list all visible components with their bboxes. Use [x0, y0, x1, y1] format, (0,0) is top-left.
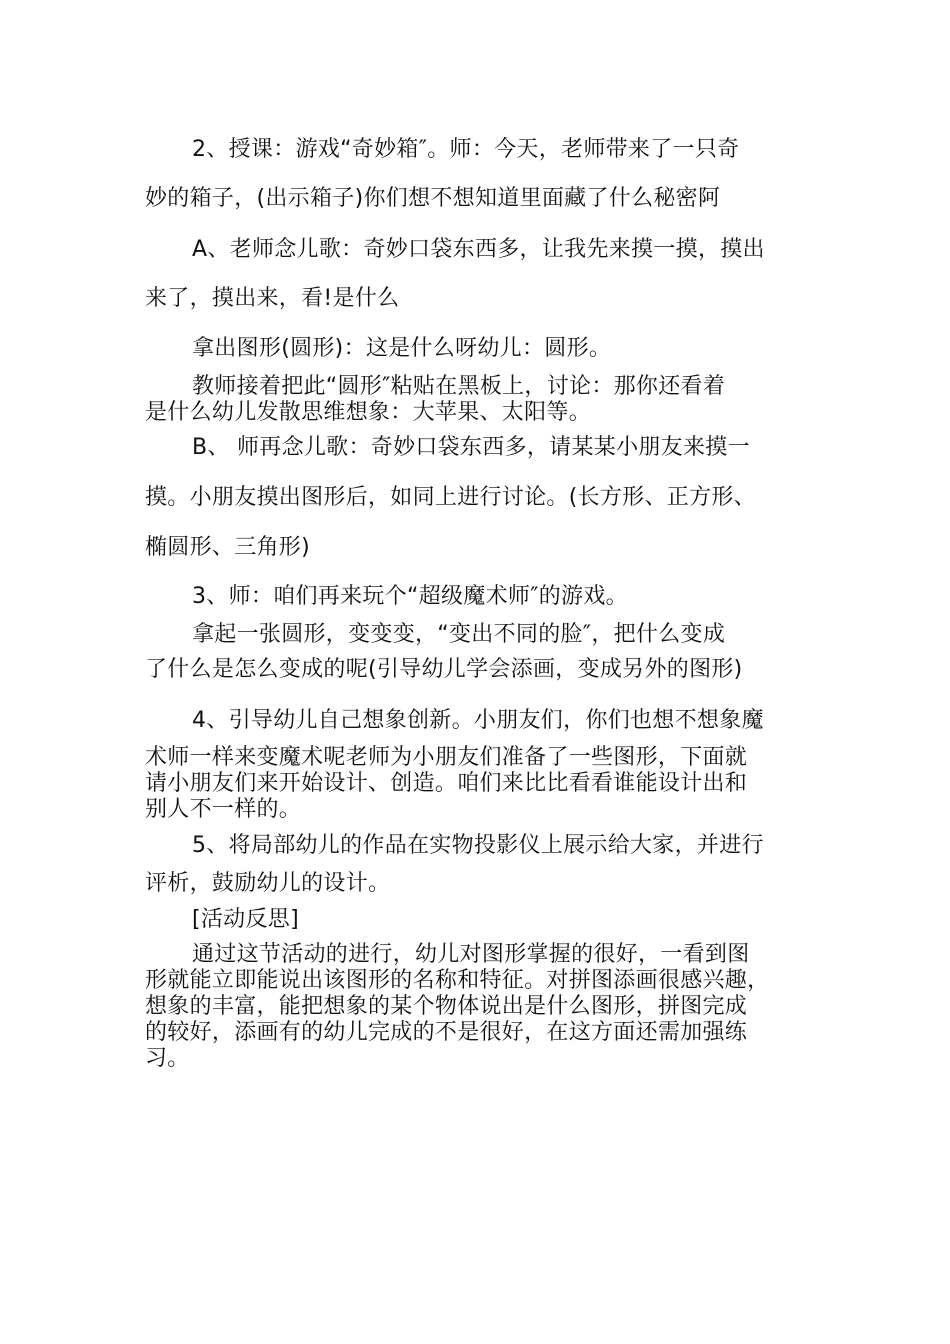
text-line: 通过这节活动的进行，幼儿对图形掌握的很好，一看到图: [192, 942, 750, 967]
text-line: 请小朋友们来开始设计、创造。咱们来比比看看谁能设计出和: [145, 771, 748, 796]
text-line: 评析，鼓励幼儿的设计。: [145, 871, 391, 896]
text-line: 2、授课：游戏“奇妙箱″。师：今天，老师带来了一只奇: [192, 137, 740, 162]
text-line: 别人不一样的。: [145, 797, 302, 822]
text-line: 来了，摸出来，看!是什么: [145, 286, 400, 311]
text-line: 拿出图形(圆形)：这是什么呀幼儿：圆形。: [192, 336, 612, 361]
text-line: 的较好，添画有的幼儿完成的不是很好，在这方面还需加强练: [145, 1020, 748, 1045]
text-line: 教师接着把此“圆形″粘贴在黑板上，讨论：那你还看着: [192, 374, 726, 399]
text-line: 5、将局部幼儿的作品在实物投影仪上展示给大家，并进行: [192, 833, 764, 858]
text-line: 了什么是怎么变成的呢(引导幼儿学会添画，变成另外的图形): [145, 657, 743, 682]
text-line: A、老师念儿歌：奇妙口袋东西多，让我先来摸一摸，摸出: [192, 237, 765, 262]
text-line: 形就能立即能说出该图形的名称和特征。对拼图添画很感兴趣，: [145, 968, 770, 993]
text-line: B、 师再念儿歌：奇妙口袋东西多，请某某小朋友来摸一: [192, 435, 750, 460]
text-line: 是什么幼儿发散思维想象：大苹果、太阳等。: [145, 400, 592, 425]
text-line: 妙的箱子，(出示箱子)你们想不想知道里面藏了什么秘密阿: [145, 186, 721, 211]
text-line: 术师一样来变魔术呢老师为小朋友们准备了一些图形，下面就: [145, 745, 748, 770]
text-line: 3、师：咱们再来玩个“超级魔术师″的游戏。: [192, 584, 628, 609]
text-line: 椭圆形、三角形): [145, 535, 310, 560]
section-heading: [活动反思]: [192, 907, 299, 932]
text-line: 想象的丰富，能把想象的某个物体说出是什么图形，拼图完成: [145, 994, 748, 1019]
text-line: 4、引导幼儿自己想象创新。小朋友们，你们也想不想象魔: [192, 708, 764, 733]
text-line: 摸。小朋友摸出图形后，如同上进行讨论。(长方形、正方形、: [145, 485, 756, 510]
text-line: 习。: [145, 1046, 190, 1071]
text-line: 拿起一张圆形，变变变，“变出不同的脸″，把什么变成: [192, 622, 726, 647]
